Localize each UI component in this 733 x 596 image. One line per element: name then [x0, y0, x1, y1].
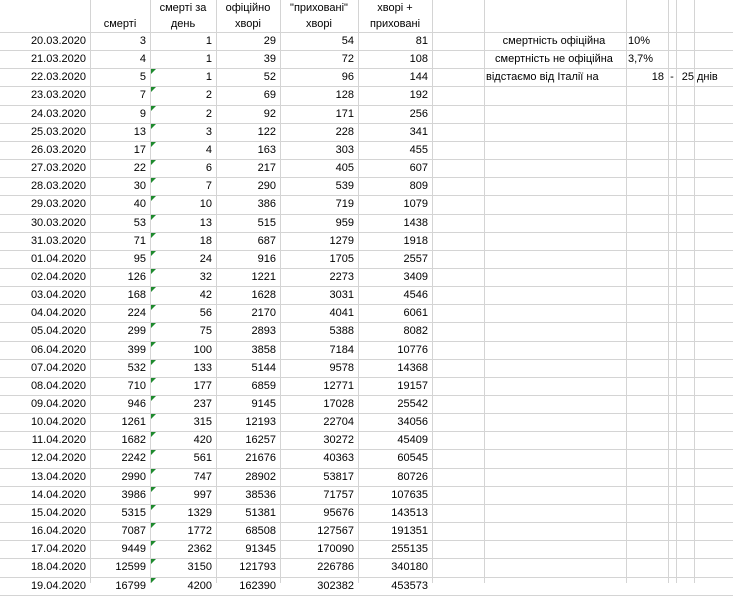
total-cases-cell[interactable]: 607 — [409, 162, 428, 175]
error-indicator-icon — [151, 251, 156, 256]
column-header-b[interactable]: смерті — [103, 18, 137, 30]
total-cases-cell[interactable]: 81 — [415, 35, 428, 47]
date-cell[interactable]: 26.03.2020 — [30, 143, 86, 156]
hidden-cases-cell[interactable]: 1705 — [329, 252, 354, 265]
total-cases-cell[interactable]: 144 — [409, 71, 428, 84]
column-header-c[interactable]: день — [170, 18, 196, 30]
official-cases-cell[interactable]: 6859 — [251, 379, 276, 392]
total-cases-cell[interactable]: 10776 — [397, 343, 428, 356]
daily-deaths-cell[interactable]: 315 — [193, 416, 212, 429]
official-cases-cell[interactable]: 21676 — [245, 452, 276, 465]
error-indicator-icon — [151, 559, 156, 564]
hidden-cases-cell[interactable]: 405 — [335, 162, 354, 175]
deaths-cell[interactable]: 13 — [133, 125, 146, 138]
daily-deaths-cell[interactable]: 1 — [205, 71, 212, 84]
error-indicator-icon — [151, 469, 156, 474]
total-cases-cell[interactable]: 256 — [409, 107, 428, 120]
date-cell[interactable]: 24.03.2020 — [30, 107, 86, 120]
deaths-cell[interactable]: 5315 — [121, 506, 146, 519]
total-cases-cell[interactable]: 108 — [409, 53, 428, 66]
date-cell[interactable]: 19.04.2020 — [30, 579, 86, 592]
total-cases-cell[interactable]: 14368 — [397, 361, 428, 374]
deaths-cell[interactable]: 4 — [139, 53, 146, 66]
deaths-cell[interactable]: 53 — [133, 216, 146, 229]
column-header-f[interactable]: хворі + — [377, 2, 413, 14]
error-indicator-icon — [151, 378, 156, 383]
official-cases-cell[interactable]: 386 — [257, 198, 276, 211]
error-indicator-icon — [151, 523, 156, 528]
official-cases-cell[interactable]: 28902 — [245, 470, 276, 483]
deaths-cell[interactable]: 3 — [139, 35, 146, 47]
hidden-cases-cell[interactable]: 128 — [335, 89, 354, 102]
hidden-cases-cell[interactable]: 9578 — [329, 361, 354, 374]
total-cases-cell[interactable]: 19157 — [397, 379, 428, 392]
daily-deaths-cell[interactable]: 2 — [205, 107, 212, 120]
daily-deaths-cell[interactable]: 747 — [193, 470, 212, 483]
date-cell[interactable]: 09.04.2020 — [30, 398, 86, 410]
error-indicator-icon — [151, 269, 156, 274]
error-indicator-icon — [151, 323, 156, 328]
daily-deaths-cell[interactable]: 13 — [199, 216, 212, 229]
official-cases-cell[interactable]: 121793 — [239, 561, 276, 574]
deaths-cell[interactable]: 95 — [133, 252, 146, 265]
total-cases-cell[interactable]: 1918 — [403, 234, 428, 247]
official-cases-cell[interactable]: 916 — [257, 252, 276, 265]
daily-deaths-cell[interactable]: 237 — [193, 398, 212, 410]
deaths-cell[interactable]: 2242 — [121, 452, 146, 465]
hidden-cases-cell[interactable]: 17028 — [323, 398, 354, 410]
deaths-cell[interactable]: 2990 — [121, 470, 146, 483]
error-indicator-icon — [151, 160, 156, 165]
lag-days-from[interactable]: 18 — [651, 71, 664, 84]
column-header-e[interactable]: хворі — [306, 18, 332, 30]
date-cell[interactable]: 28.03.2020 — [30, 180, 86, 193]
total-cases-cell[interactable]: 60545 — [397, 452, 428, 465]
deaths-cell[interactable]: 22 — [133, 162, 146, 175]
total-cases-cell[interactable]: 1079 — [403, 198, 428, 211]
daily-deaths-cell[interactable]: 24 — [199, 252, 212, 265]
hidden-cases-cell[interactable]: 1279 — [329, 234, 354, 247]
official-cases-cell[interactable]: 290 — [257, 180, 276, 193]
daily-deaths-cell[interactable]: 997 — [193, 488, 212, 501]
date-cell[interactable]: 20.03.2020 — [30, 35, 86, 47]
column-header-f[interactable]: приховані — [369, 18, 421, 30]
daily-deaths-cell[interactable]: 1772 — [187, 525, 212, 538]
official-cases-cell[interactable]: 217 — [257, 162, 276, 175]
official-cases-cell[interactable]: 51381 — [245, 506, 276, 519]
error-indicator-icon — [151, 233, 156, 238]
official-cases-cell[interactable]: 9145 — [251, 398, 276, 410]
gridline-vertical — [626, 0, 627, 583]
hidden-cases-cell[interactable]: 4041 — [329, 307, 354, 320]
gridline-vertical — [432, 0, 433, 583]
daily-deaths-cell[interactable]: 1329 — [187, 506, 212, 519]
date-cell[interactable]: 18.04.2020 — [30, 561, 86, 574]
official-cases-cell[interactable]: 122 — [257, 125, 276, 138]
hidden-cases-cell[interactable]: 5388 — [329, 325, 354, 338]
total-cases-cell[interactable]: 455 — [409, 143, 428, 156]
daily-deaths-cell[interactable]: 2 — [205, 89, 212, 102]
error-indicator-icon — [151, 215, 156, 220]
deaths-cell[interactable]: 126 — [127, 270, 146, 283]
lag-days-to[interactable]: 25 — [681, 71, 694, 84]
deaths-cell[interactable]: 16799 — [115, 579, 146, 592]
hidden-cases-cell[interactable]: 171 — [335, 107, 354, 120]
hidden-cases-cell[interactable]: 95676 — [323, 506, 354, 519]
official-cases-cell[interactable]: 16257 — [245, 434, 276, 447]
total-cases-cell[interactable]: 191351 — [391, 525, 428, 538]
total-cases-cell[interactable]: 255135 — [391, 543, 428, 556]
hidden-cases-cell[interactable]: 30272 — [323, 434, 354, 447]
deaths-cell[interactable]: 532 — [127, 361, 146, 374]
date-cell[interactable]: 02.04.2020 — [30, 270, 86, 283]
date-cell[interactable]: 15.04.2020 — [30, 506, 86, 519]
daily-deaths-cell[interactable]: 10 — [199, 198, 212, 211]
daily-deaths-cell[interactable]: 4200 — [187, 579, 212, 592]
deaths-cell[interactable]: 710 — [127, 379, 146, 392]
official-cases-cell[interactable]: 69 — [263, 89, 276, 102]
unofficial-mortality-value[interactable]: 3,7% — [628, 53, 654, 66]
date-cell[interactable]: 13.04.2020 — [30, 470, 86, 483]
daily-deaths-cell[interactable]: 133 — [193, 361, 212, 374]
official-cases-cell[interactable]: 1628 — [251, 289, 276, 302]
hidden-cases-cell[interactable]: 54 — [341, 35, 354, 47]
error-indicator-icon — [151, 541, 156, 546]
deaths-cell[interactable]: 1261 — [121, 416, 146, 429]
official-mortality-value[interactable]: 10% — [628, 35, 651, 47]
total-cases-cell[interactable]: 340180 — [391, 561, 428, 574]
error-indicator-icon — [151, 142, 156, 147]
deaths-cell[interactable]: 7 — [139, 89, 146, 102]
official-cases-cell[interactable]: 2893 — [251, 325, 276, 338]
hidden-cases-cell[interactable]: 719 — [335, 198, 354, 211]
deaths-cell[interactable]: 71 — [133, 234, 146, 247]
daily-deaths-cell[interactable]: 1 — [205, 53, 212, 66]
daily-deaths-cell[interactable]: 42 — [199, 289, 212, 302]
date-cell[interactable]: 21.03.2020 — [30, 53, 86, 66]
unofficial-mortality-label[interactable]: смертність не офіційна — [495, 53, 613, 66]
gridline-vertical — [694, 0, 695, 583]
deaths-cell[interactable]: 9449 — [121, 543, 146, 556]
deaths-cell[interactable]: 3986 — [121, 488, 146, 501]
official-cases-cell[interactable]: 91345 — [245, 543, 276, 556]
error-indicator-icon — [151, 124, 156, 129]
total-cases-cell[interactable]: 34056 — [397, 416, 428, 429]
daily-deaths-cell[interactable]: 177 — [193, 379, 212, 392]
hidden-cases-cell[interactable]: 71757 — [323, 488, 354, 501]
hidden-cases-cell[interactable]: 226786 — [317, 561, 354, 574]
total-cases-cell[interactable]: 8082 — [403, 325, 428, 338]
date-cell[interactable]: 29.03.2020 — [30, 198, 86, 211]
column-header-e[interactable]: "приховані" — [290, 2, 348, 14]
hidden-cases-cell[interactable]: 228 — [335, 125, 354, 138]
gridline-vertical — [668, 0, 669, 583]
daily-deaths-cell[interactable]: 1 — [205, 35, 212, 47]
daily-deaths-cell[interactable]: 75 — [199, 325, 212, 338]
date-cell[interactable]: 06.04.2020 — [30, 343, 86, 356]
total-cases-cell[interactable]: 341 — [409, 125, 428, 138]
official-cases-cell[interactable]: 52 — [263, 71, 276, 84]
official-cases-cell[interactable]: 5144 — [251, 361, 276, 374]
error-indicator-icon — [151, 178, 156, 183]
date-cell[interactable]: 31.03.2020 — [30, 234, 86, 247]
deaths-cell[interactable]: 299 — [127, 325, 146, 338]
date-cell[interactable]: 25.03.2020 — [30, 125, 86, 138]
date-cell[interactable]: 12.04.2020 — [30, 452, 86, 465]
official-cases-cell[interactable]: 68508 — [245, 525, 276, 538]
gridline-vertical — [676, 0, 677, 583]
daily-deaths-cell[interactable]: 18 — [199, 234, 212, 247]
total-cases-cell[interactable]: 25542 — [397, 398, 428, 410]
error-indicator-icon — [151, 69, 156, 74]
daily-deaths-cell[interactable]: 561 — [193, 452, 212, 465]
total-cases-cell[interactable]: 2557 — [403, 252, 428, 265]
deaths-cell[interactable]: 5 — [139, 71, 146, 84]
date-cell[interactable]: 05.04.2020 — [30, 325, 86, 338]
error-indicator-icon — [151, 287, 156, 292]
deaths-cell[interactable]: 7087 — [121, 525, 146, 538]
daily-deaths-cell[interactable]: 6 — [205, 162, 212, 175]
date-cell[interactable]: 16.04.2020 — [30, 525, 86, 538]
official-cases-cell[interactable]: 687 — [257, 234, 276, 247]
hidden-cases-cell[interactable]: 22704 — [323, 416, 354, 429]
date-cell[interactable]: 07.04.2020 — [30, 361, 86, 374]
total-cases-cell[interactable]: 809 — [409, 180, 428, 193]
deaths-cell[interactable]: 399 — [127, 343, 146, 356]
column-header-d[interactable]: хворі — [235, 18, 261, 30]
deaths-cell[interactable]: 9 — [139, 107, 146, 120]
deaths-cell[interactable]: 17 — [133, 143, 146, 156]
hidden-cases-cell[interactable]: 40363 — [323, 452, 354, 465]
hidden-cases-cell[interactable]: 96 — [341, 71, 354, 84]
total-cases-cell[interactable]: 192 — [409, 89, 428, 102]
daily-deaths-cell[interactable]: 100 — [193, 343, 212, 356]
gridline-vertical — [484, 0, 485, 583]
daily-deaths-cell[interactable]: 4 — [205, 143, 212, 156]
official-cases-cell[interactable]: 29 — [263, 35, 276, 47]
hidden-cases-cell[interactable]: 302382 — [317, 579, 354, 592]
error-indicator-icon — [151, 578, 156, 583]
hidden-cases-cell[interactable]: 12771 — [323, 379, 354, 392]
error-indicator-icon — [151, 396, 156, 401]
error-indicator-icon — [151, 342, 156, 347]
error-indicator-icon — [151, 505, 156, 510]
hidden-cases-cell[interactable]: 53817 — [323, 470, 354, 483]
date-cell[interactable]: 11.04.2020 — [31, 434, 86, 447]
total-cases-cell[interactable]: 45409 — [397, 434, 428, 447]
date-cell[interactable]: 14.04.2020 — [30, 488, 86, 501]
error-indicator-icon — [151, 450, 156, 455]
official-cases-cell[interactable]: 163 — [257, 143, 276, 156]
daily-deaths-cell[interactable]: 2362 — [187, 543, 212, 556]
daily-deaths-cell[interactable]: 3150 — [187, 561, 212, 574]
total-cases-cell[interactable]: 3409 — [403, 270, 428, 283]
lag-days-unit[interactable]: днів — [697, 71, 718, 84]
official-cases-cell[interactable]: 2170 — [251, 307, 276, 320]
date-cell[interactable]: 10.04.2020 — [30, 416, 86, 429]
total-cases-cell[interactable]: 143513 — [391, 506, 428, 519]
error-indicator-icon — [151, 360, 156, 365]
error-indicator-icon — [151, 487, 156, 492]
official-mortality-label[interactable]: смертність офіційна — [502, 35, 606, 47]
deaths-cell[interactable]: 946 — [127, 398, 146, 410]
hidden-cases-cell[interactable]: 2273 — [329, 270, 354, 283]
hidden-cases-cell[interactable]: 3031 — [329, 289, 354, 302]
date-cell[interactable]: 30.03.2020 — [30, 216, 86, 229]
daily-deaths-cell[interactable]: 32 — [199, 270, 212, 283]
column-header-d[interactable]: офіційно — [225, 2, 271, 14]
deaths-cell[interactable]: 12599 — [115, 561, 146, 574]
official-cases-cell[interactable]: 38536 — [245, 488, 276, 501]
official-cases-cell[interactable]: 3858 — [251, 343, 276, 356]
date-cell[interactable]: 01.04.2020 — [30, 252, 86, 265]
official-cases-cell[interactable]: 515 — [257, 216, 276, 229]
deaths-cell[interactable]: 168 — [127, 289, 146, 302]
error-indicator-icon — [151, 106, 156, 111]
error-indicator-icon — [151, 432, 156, 437]
deaths-cell[interactable]: 1682 — [121, 434, 146, 447]
date-cell[interactable]: 23.03.2020 — [30, 89, 86, 102]
error-indicator-icon — [151, 414, 156, 419]
date-cell[interactable]: 04.04.2020 — [30, 307, 86, 320]
daily-deaths-cell[interactable]: 3 — [205, 125, 212, 138]
deaths-cell[interactable]: 224 — [127, 307, 146, 320]
total-cases-cell[interactable]: 1438 — [403, 216, 428, 229]
date-cell[interactable]: 17.04.2020 — [30, 543, 86, 556]
total-cases-cell[interactable]: 107635 — [391, 488, 428, 501]
hidden-cases-cell[interactable]: 127567 — [317, 525, 354, 538]
date-cell[interactable]: 03.04.2020 — [30, 289, 86, 302]
lag-behind-italy-label[interactable]: відстаємо від Італії на — [486, 71, 599, 84]
error-indicator-icon — [151, 196, 156, 201]
deaths-cell[interactable]: 40 — [133, 198, 146, 211]
deaths-cell[interactable]: 30 — [133, 180, 146, 193]
date-cell[interactable]: 08.04.2020 — [30, 379, 86, 392]
daily-deaths-cell[interactable]: 7 — [205, 180, 212, 193]
column-header-c[interactable]: смерті за — [159, 2, 207, 14]
total-cases-cell[interactable]: 6061 — [403, 307, 428, 320]
daily-deaths-cell[interactable]: 56 — [199, 307, 212, 320]
hidden-cases-cell[interactable]: 959 — [335, 216, 354, 229]
hidden-cases-cell[interactable]: 170090 — [317, 543, 354, 556]
hidden-cases-cell[interactable]: 7184 — [329, 343, 354, 356]
date-cell[interactable]: 22.03.2020 — [30, 71, 86, 84]
official-cases-cell[interactable]: 1221 — [251, 270, 276, 283]
official-cases-cell[interactable]: 12193 — [245, 416, 276, 429]
total-cases-cell[interactable]: 453573 — [391, 579, 428, 592]
daily-deaths-cell[interactable]: 420 — [193, 434, 212, 447]
hidden-cases-cell[interactable]: 72 — [341, 53, 354, 66]
lag-days-dash[interactable]: - — [670, 71, 674, 84]
total-cases-cell[interactable]: 4546 — [403, 289, 428, 302]
error-indicator-icon — [151, 305, 156, 310]
hidden-cases-cell[interactable]: 303 — [335, 143, 354, 156]
date-cell[interactable]: 27.03.2020 — [30, 162, 86, 175]
official-cases-cell[interactable]: 39 — [263, 53, 276, 66]
error-indicator-icon — [151, 87, 156, 92]
official-cases-cell[interactable]: 92 — [263, 107, 276, 120]
hidden-cases-cell[interactable]: 539 — [335, 180, 354, 193]
official-cases-cell[interactable]: 162390 — [239, 579, 276, 592]
total-cases-cell[interactable]: 80726 — [397, 470, 428, 483]
